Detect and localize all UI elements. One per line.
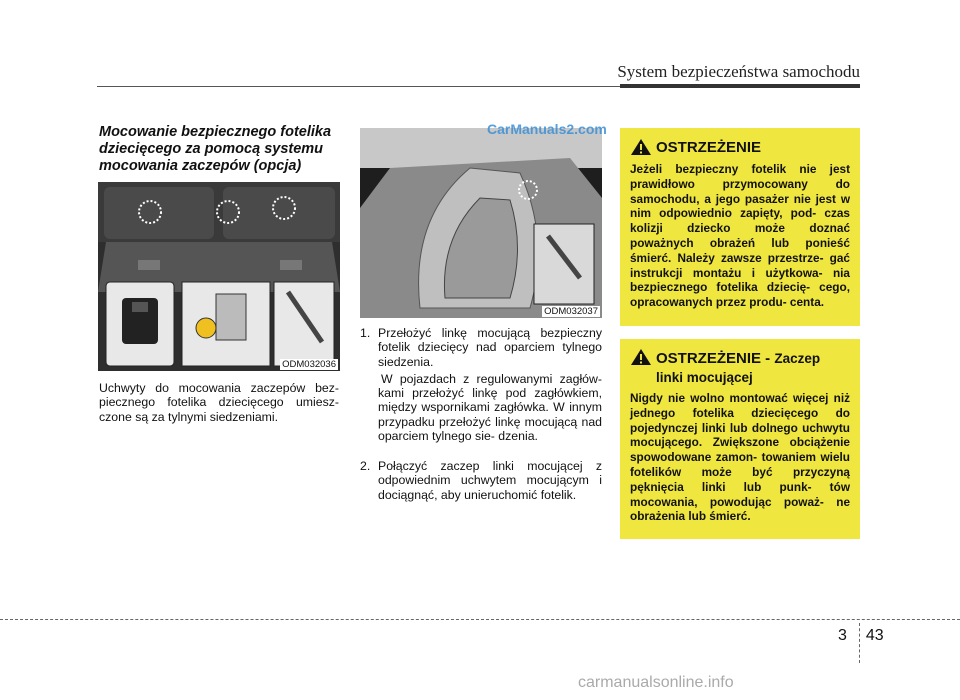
warning-header (630, 349, 850, 387)
section-title: Mocowanie bezpiecznego fotelika dziecięcego za pomocą systemu mocowania zaczepów (opcja) (99, 124, 332, 174)
page-number-value: 43 (865, 627, 884, 644)
footer-watermark: carmanualsonline.info (578, 674, 734, 691)
child-seat-illustration (360, 128, 602, 318)
warning-text: Nigdy nie wolno montować więcej niż jednego fotelika dziecięcego do pojedynczej linki lub dolnego uchwytu mocującego. Zwiększone obciążenie spowodowane zamon- towaniem wielu fotelików może być przyczyną pęknięcia linki lub punk- tów mocowania, powodując poważ- ne obrażenia lub śmierć. (630, 391, 850, 524)
page-number (838, 627, 884, 645)
warning-title: OSTRZEŻENIE (656, 138, 762, 156)
warning-icon (630, 348, 652, 366)
figure-code: ODM032037 (544, 306, 598, 317)
watermark: CarManuals2.com (487, 121, 607, 137)
warning-subtitle: linki mocującej (656, 370, 753, 385)
anchors-description: Uchwyty do mocowania zaczepów bez- piecznego fotelika dziecięcego umiesz- czone są za tylnymi siedzeniami. (99, 381, 339, 424)
warning-box (620, 128, 860, 326)
figure-child-seat (360, 128, 602, 318)
warning-box (620, 339, 860, 539)
step-number: 1. (360, 326, 371, 340)
step-note: W pojazdach z regulowanymi zagłów- kami przełożyć linkę pod zagłówkiem, między wspornikami zagłówka. W innym przypadku przełożyć linkę mocującą nad oparciem tylnego sie- dzenia. (378, 371, 602, 444)
warning-text: Jeżeli bezpieczny fotelik nie jest prawidłowo przymocowany do samochodu, a jego pasażer nie jest w nim odpowiednio zapięty, pod- czas kolizji dziecko może doznać poważnych obrażeń lub ponieść śmierć. Należy zawsze przestrze- gać instrukcji montażu i użytkowa- nia bezpiecznego fotelika dziecię- cego, opracowanych przez produ- centa. (630, 162, 850, 310)
warning-icon (630, 138, 652, 156)
warning-header (630, 138, 850, 156)
warning-title: OSTRZEŻENIE - (656, 350, 771, 367)
warning-subtitle: Zaczep (774, 351, 821, 366)
step-text: Przełożyć linkę mocującą bezpieczny fotelik dziecięcy nad oparciem tylnego siedzenia. (378, 326, 602, 369)
footer-rule (0, 619, 960, 620)
step-number: 2. (360, 459, 371, 473)
figure-cargo-anchors (98, 182, 340, 371)
figure-code: ODM032036 (282, 359, 336, 370)
step-text: Połączyć zaczep linki mocującej z odpowiednim uchwytem mocującym i dociągnąć, aby unieruchomić fotelik. (378, 459, 602, 502)
cargo-anchors-illustration (98, 182, 340, 371)
running-header: System bezpieczeństwa samochodu (617, 62, 860, 81)
list-item (360, 326, 602, 443)
header-rule-accent (620, 84, 860, 88)
list-item (360, 459, 602, 502)
chapter-number: 3 (838, 627, 847, 644)
